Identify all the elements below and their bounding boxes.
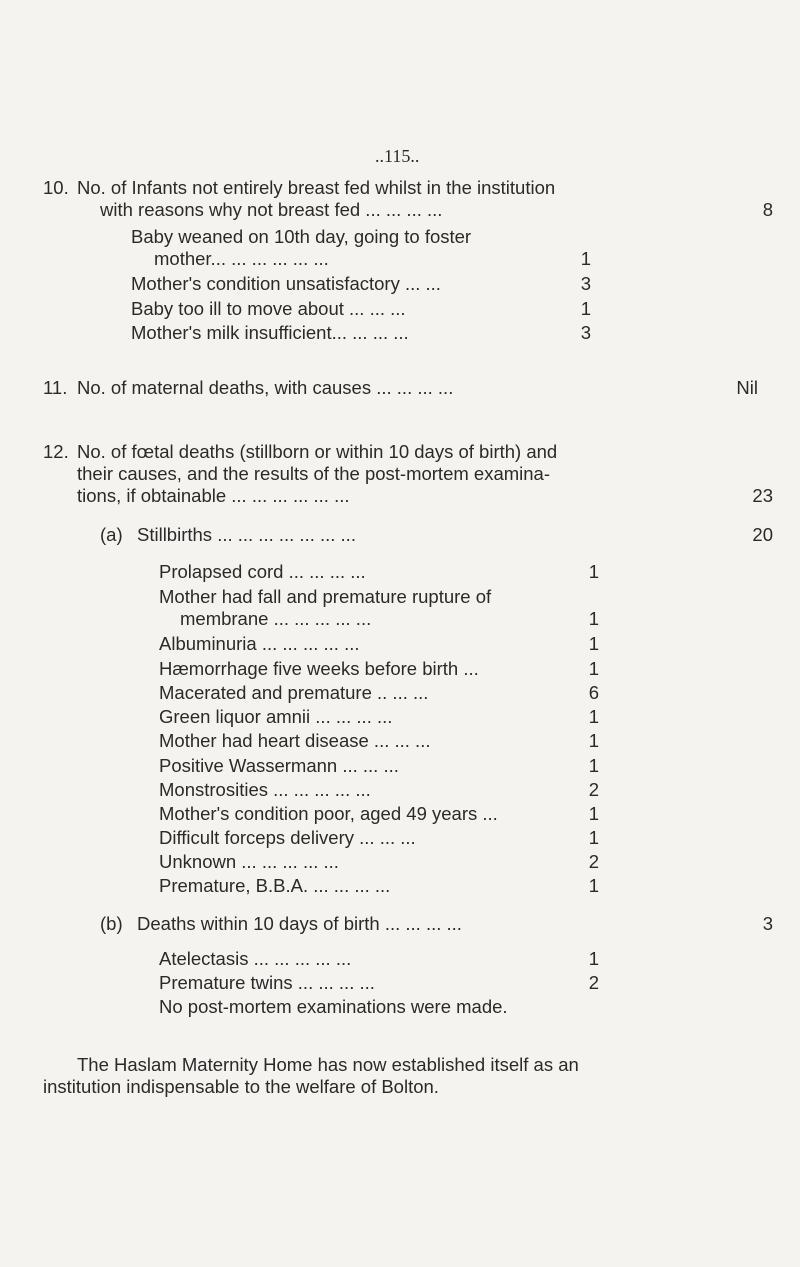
a-item-9: Monstrosities ... ... ... ... ...: [159, 779, 371, 800]
s10-item-3-value: 1: [580, 298, 591, 319]
closing-line2: institution indispensable to the welfare of Bolton.: [43, 1076, 439, 1097]
a-item-5: Macerated and premature .. ... ...: [159, 682, 429, 703]
s10-item-1-line1: Baby weaned on 10th day, going to foster: [131, 226, 472, 247]
a-item-7: Mother had heart disease ... ... ...: [159, 730, 431, 751]
section-12-total: 23: [752, 485, 773, 506]
a-item-2-line2: membrane ... ... ... ... ...: [180, 608, 372, 629]
a-item-13: Premature, B.B.A. ... ... ... ...: [159, 875, 391, 896]
a-item-1: Prolapsed cord ... ... ... ...: [159, 561, 366, 582]
a-item-4: Hæmorrhage five weeks before birth ...: [159, 658, 479, 679]
a-item-10: Mother's condition poor, aged 49 years ...: [159, 803, 498, 824]
subsection-a-text: Stillbirths ... ... ... ... ... ... ...: [137, 524, 356, 545]
a-item-13-value: 1: [588, 875, 599, 896]
subsection-a-label: (a): [100, 524, 123, 545]
a-item-3: Albuminuria ... ... ... ... ...: [159, 633, 360, 654]
a-item-8: Positive Wassermann ... ... ...: [159, 755, 399, 776]
section-12-line1: No. of fœtal deaths (stillborn or within 10 days of birth) and: [77, 441, 558, 462]
a-item-11: Difficult forceps delivery ... ... ...: [159, 827, 416, 848]
section-11-number: 11.: [43, 377, 68, 398]
section-10-total: 8: [762, 199, 773, 220]
subsection-a-total: 20: [752, 524, 773, 545]
a-item-4-value: 1: [588, 658, 599, 679]
a-item-1-value: 1: [588, 561, 599, 582]
section-12-line3: tions, if obtainable ... ... ... ... ... ...: [77, 485, 350, 506]
s10-item-4-value: 3: [580, 322, 591, 343]
section-10-line1: No. of Infants not entirely breast fed whilst in the institution: [77, 177, 556, 198]
subsection-b-total: 3: [762, 913, 773, 934]
page-number: ..115..: [375, 146, 420, 166]
s10-item-1-value: 1: [580, 248, 591, 269]
section-10-number: 10.: [43, 177, 69, 198]
a-item-8-value: 1: [588, 755, 599, 776]
a-item-9-value: 2: [588, 779, 599, 800]
a-item-12-value: 2: [588, 851, 599, 872]
s10-item-2: Mother's condition unsatisfactory ... ...: [131, 273, 441, 294]
a-item-6: Green liquor amnii ... ... ... ...: [159, 706, 393, 727]
a-item-11-value: 1: [588, 827, 599, 848]
subsection-b-label: (b): [100, 913, 123, 934]
a-item-7-value: 1: [588, 730, 599, 751]
a-item-10-value: 1: [588, 803, 599, 824]
s10-item-4: Mother's milk insufficient... ... ... ...: [131, 322, 409, 343]
b-item-2: Premature twins ... ... ... ...: [159, 972, 375, 993]
a-item-5-value: 6: [588, 682, 599, 703]
a-item-3-value: 1: [588, 633, 599, 654]
a-item-2-value: 1: [588, 608, 599, 629]
subsection-b-text: Deaths within 10 days of birth ... ... ... ...: [137, 913, 462, 934]
b-note: No post-mortem examinations were made.: [159, 996, 508, 1017]
section-12-line2: their causes, and the results of the post-mortem examina-: [77, 463, 550, 484]
b-item-1: Atelectasis ... ... ... ... ...: [159, 948, 352, 969]
section-12-number: 12.: [43, 441, 69, 462]
s10-item-1-line2: mother... ... ... ... ... ...: [154, 248, 329, 269]
section-11-text: No. of maternal deaths, with causes ... ... ... ...: [77, 377, 454, 398]
s10-item-3: Baby too ill to move about ... ... ...: [131, 298, 406, 319]
a-item-2-line1: Mother had fall and premature rupture of: [159, 586, 492, 607]
a-item-6-value: 1: [588, 706, 599, 727]
s10-item-2-value: 3: [580, 273, 591, 294]
closing-line1: The Haslam Maternity Home has now established itself as an: [77, 1054, 579, 1075]
b-item-2-value: 2: [588, 972, 599, 993]
b-item-1-value: 1: [588, 948, 599, 969]
section-10-line2: with reasons why not breast fed ... ... ... ...: [100, 199, 443, 220]
section-11-value: Nil: [736, 377, 758, 398]
a-item-12: Unknown ... ... ... ... ...: [159, 851, 339, 872]
